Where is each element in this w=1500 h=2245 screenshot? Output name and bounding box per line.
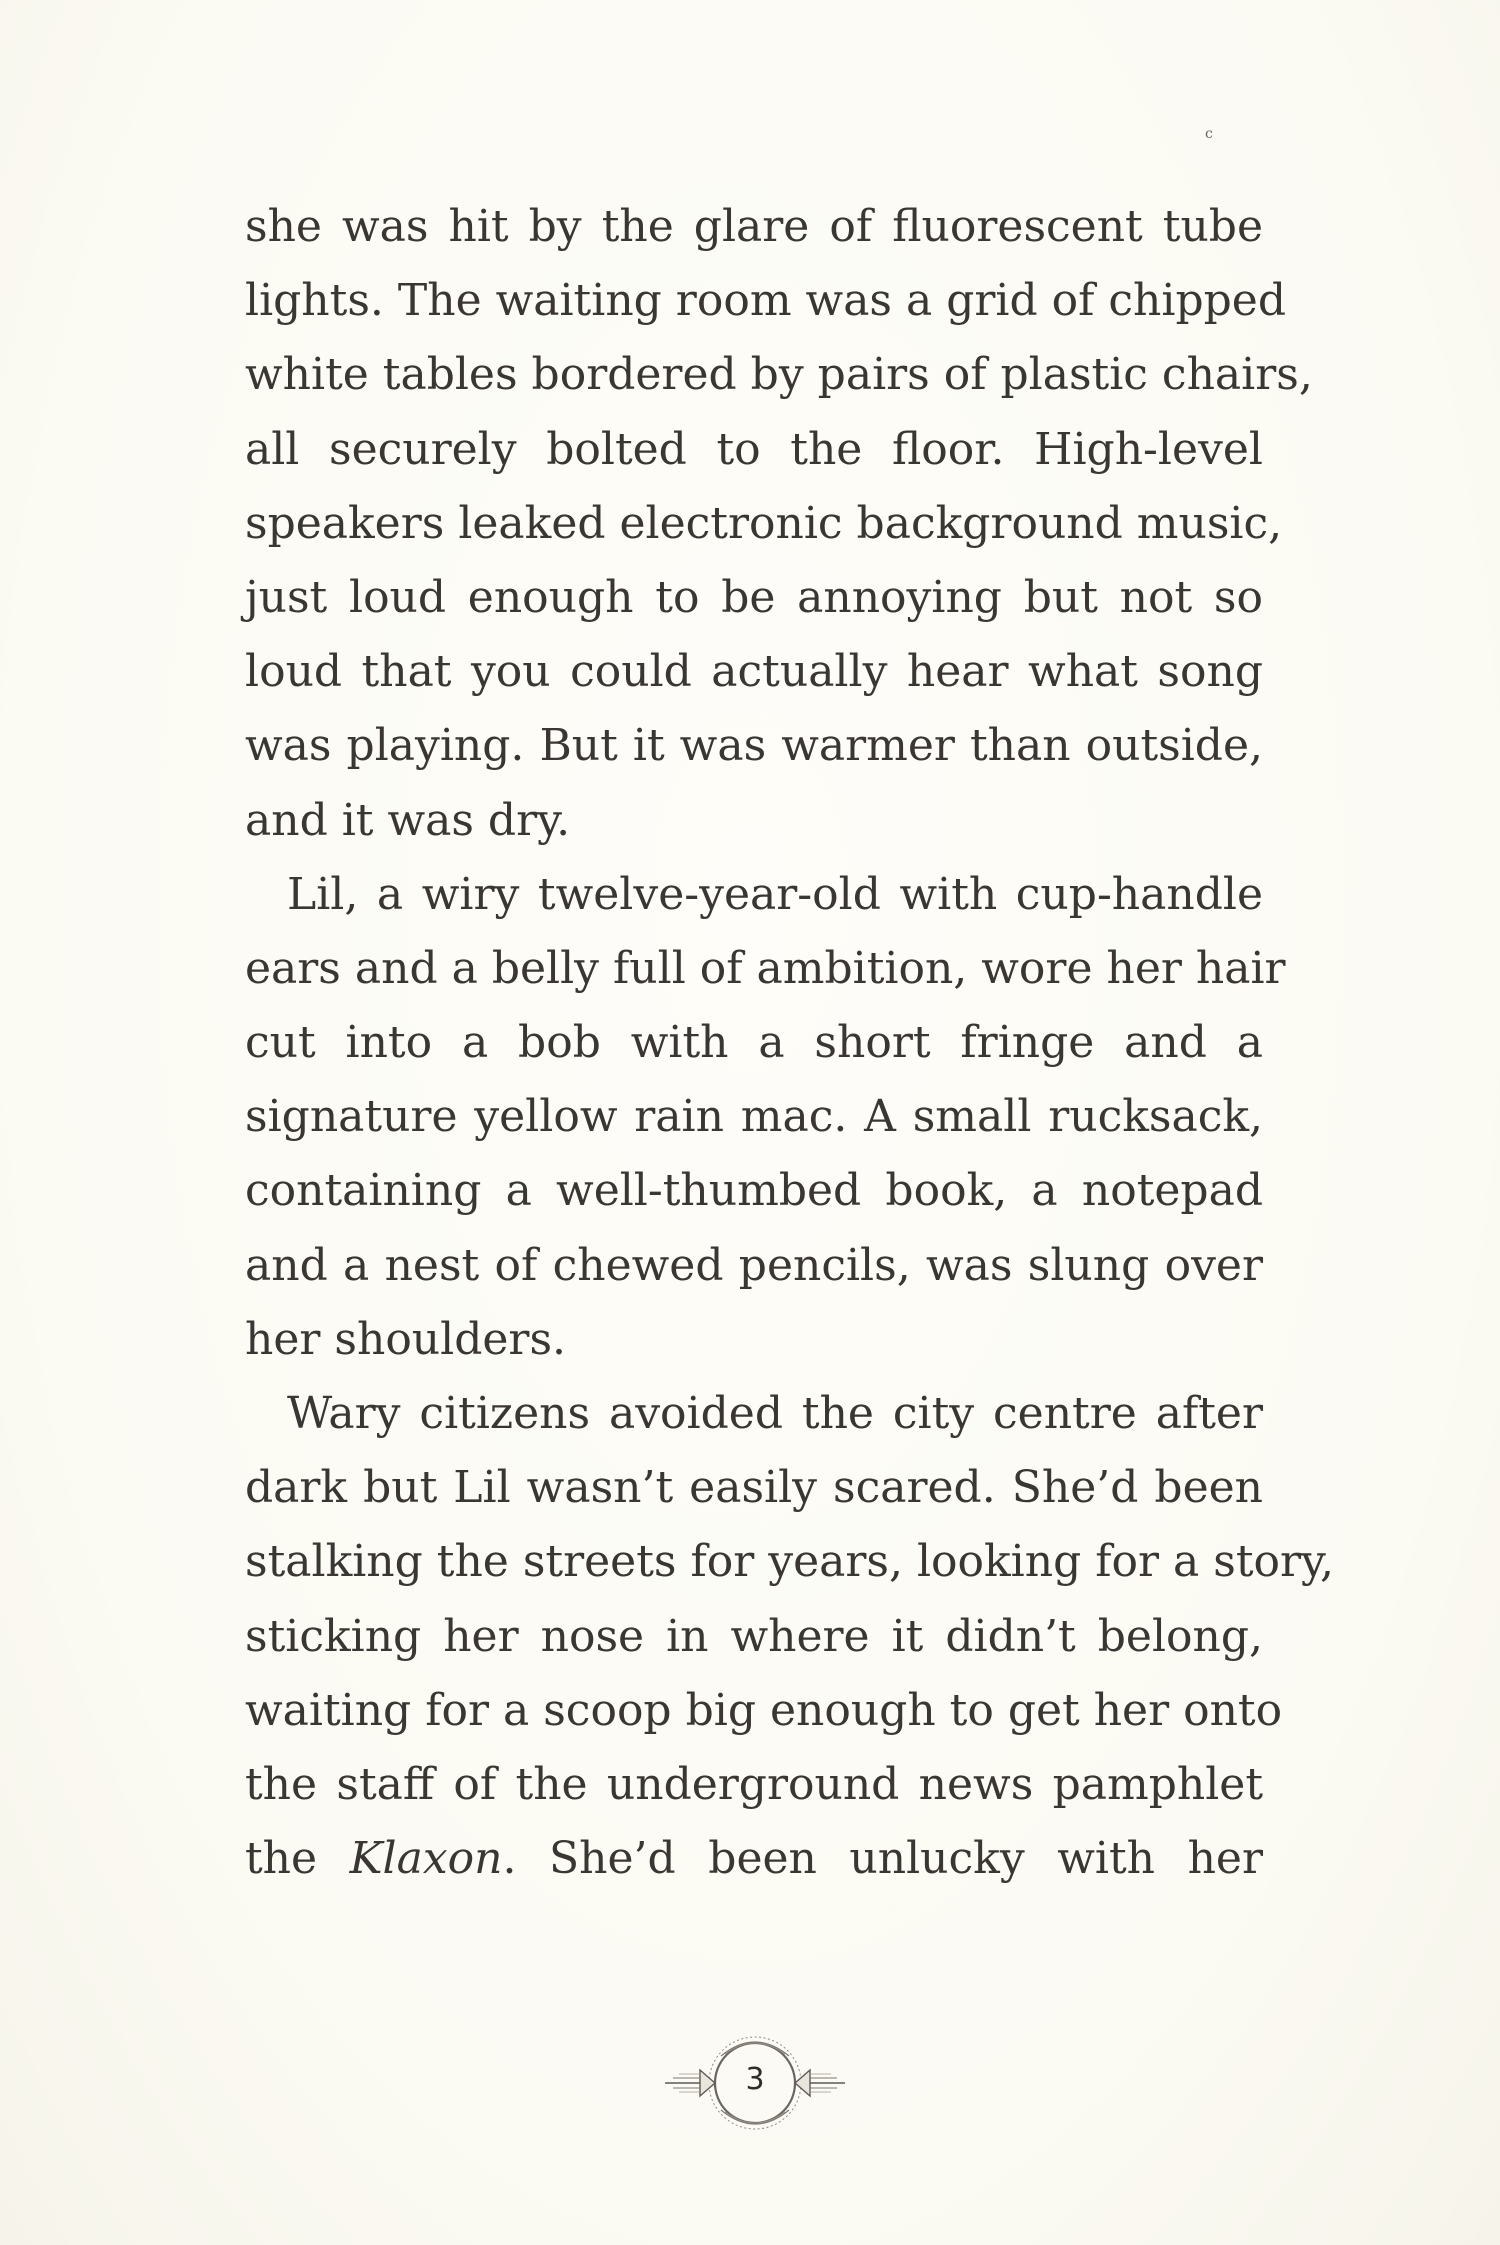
margin-mark: c [1205,126,1213,142]
text-line: Wary citizens avoided the city centre after [287,1388,1263,1439]
text-line: speakers leaked electronic background music, [245,497,1283,549]
text-line: the staff of the underground news pamphlet [245,1758,1263,1810]
body-text [245,190,1335,1896]
page-number: 3 [745,2062,765,2097]
text-run: . She’d been unlucky with her [502,1833,1263,1885]
text-line: she was hit by the glare of fluorescent tube [245,201,1263,252]
text-line: Lil, a wiry twelve-year-old with cup-handle [287,868,1263,920]
text-line: her shoulders. [245,1313,567,1365]
text-line: and a nest of chewed pencils, was slung over [245,1239,1263,1291]
text-run: the [245,1833,350,1885]
text-line: cut into a bob with a short fringe and a [245,1017,1263,1069]
text-line: lights. The waiting room was a grid of chipped [245,275,1286,327]
publication-title: Klaxon [349,1833,503,1885]
text-line: white tables bordered by pairs of plastic chairs, [245,349,1313,401]
text-line: containing a well-thumbed book, a notepad [245,1165,1263,1217]
text-line-with-title [245,1822,1263,1896]
text-line: sticking her nose in where it didn’t belong, [245,1610,1263,1662]
text-line: all securely bolted to the floor. High-level [245,423,1263,475]
text-line: ears and a belly full of ambition, wore her hair [245,942,1286,994]
text-line: just loud enough to be annoying but not so [245,571,1263,623]
text-line: waiting for a scoop big enough to get her onto [245,1684,1283,1736]
page-number-ornament [655,2018,855,2148]
text-line: signature yellow rain mac. A small rucksack, [245,1091,1263,1143]
text-line: dark but Lil wasn’t easily scared. She’d been [245,1462,1263,1514]
text-line: and it was dry. [245,794,571,846]
text-line: stalking the streets for years, looking for a story, [245,1536,1335,1588]
text-line: was playing. But it was warmer than outside, [245,720,1263,772]
text-line: loud that you could actually hear what song [245,646,1263,698]
